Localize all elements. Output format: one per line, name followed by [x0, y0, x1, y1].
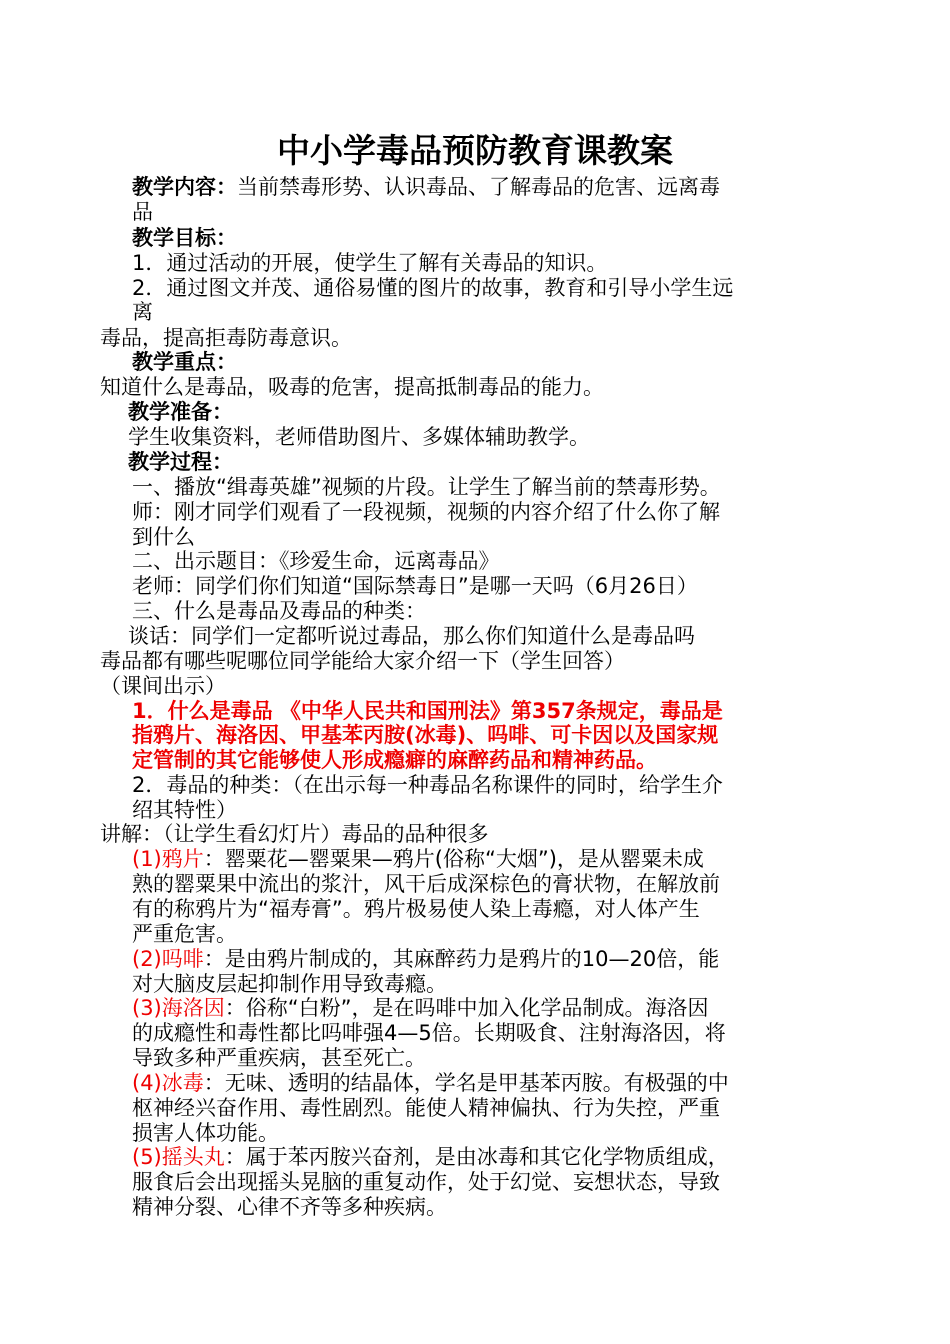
drug-name: (3)海洛因 [132, 996, 225, 1020]
drug-desc-line: 严重危害。 [132, 922, 237, 946]
talk-text-cont: 毒品都有哪些呢哪位同学能给大家介绍一下（学生回答） [100, 649, 625, 673]
drug-item-morphine [132, 947, 719, 971]
teacher-remark-2: 老师：同学们你们知道“国际禁毒日”是哪一天吗（6月26日） [132, 574, 698, 598]
objective-item-1: 1．通过活动的开展，使学生了解有关毒品的知识。 [132, 251, 608, 275]
drug-desc-line: 服食后会出现摇头晃脑的重复动作，处于幻觉、妄想状态，导致 [132, 1170, 720, 1194]
drug-desc-line: 有的称鸦片为“福寿膏”。鸦片极易使人染上毒瘾，对人体产生 [132, 897, 700, 921]
preparation-label: 教学准备： [128, 400, 233, 424]
drug-definition-cont: 指鸦片、海洛因、甲基苯丙胺(冰毒)、吗啡、可卡因以及国家规 [132, 723, 719, 747]
objective-item-2: 2．通过图文并茂、通俗易懂的图片的故事，教育和引导小学生远 [132, 276, 734, 300]
content-label: 教学内容： [132, 175, 237, 199]
preparation-text: 学生收集资料，老师借助图片、多媒体辅助教学。 [128, 425, 590, 449]
drug-desc-line: 的成瘾性和毒性都比吗啡强4—5倍。长期吸食、注射海洛因，将 [132, 1021, 726, 1045]
drug-item-opium [132, 847, 704, 871]
drug-desc-line: 对大脑皮层起抑制作用导致毒瘾。 [132, 972, 447, 996]
key-points-text: 知道什么是毒品，吸毒的危害，提高抵制毒品的能力。 [100, 375, 604, 399]
drug-name: (5)摇头丸 [132, 1145, 225, 1169]
objective-item-2-cont: 离 [132, 300, 153, 324]
content-text-cont: 品 [132, 200, 153, 224]
drug-name: (2)吗啡 [132, 947, 204, 971]
drug-item-heroin [132, 996, 709, 1020]
drug-desc: ：罂粟花—罂粟果—鸦片(俗称“大烟”)，是从罂粟未成 [203, 847, 704, 871]
drug-desc-line: 熟的罂粟果中流出的浆汁，风干后成深棕色的膏状物，在解放前 [132, 872, 720, 896]
drug-desc: ：是由鸦片制成的，其麻醉药力是鸦片的10—20倍，能 [203, 947, 720, 971]
drug-desc-line: 导致多种严重疾病，甚至死亡。 [132, 1046, 426, 1070]
drug-item-meth [132, 1071, 729, 1095]
drug-desc: ：无味、透明的结晶体，学名是甲基苯丙胺。有极强的中 [203, 1071, 729, 1095]
drug-name: (4)冰毒 [132, 1071, 204, 1095]
content-text: 当前禁毒形势、认识毒品、了解毒品的危害、远离毒 [237, 175, 720, 199]
drug-desc: ：俗称“白粉”，是在吗啡中加入化学品制成。海洛因 [224, 996, 709, 1020]
drug-name: (1)鸦片 [132, 847, 204, 871]
teacher-remark-1-cont: 到什么 [132, 525, 195, 549]
drug-desc-line: 枢神经兴奋作用、毒性剧烈。能使人精神偏执、行为失控，严重 [132, 1096, 720, 1120]
explain-text: 讲解：（让学生看幻灯片）毒品的品种很多 [100, 822, 489, 846]
drug-types-intro: 2．毒品的种类：（在出示每一种毒品名称课件的同时，给学生介 [132, 773, 723, 797]
objective-item-2-cont2: 毒品，提高拒毒防毒意识。 [100, 326, 352, 350]
drug-desc: ：属于苯丙胺兴奋剂，是由冰毒和其它化学物质组成， [224, 1145, 729, 1169]
page-title: 中小学毒品预防教育课教案 [277, 131, 673, 170]
drug-definition-cont2: 定管制的其它能够使人形成瘾癖的麻醉药品和精神药品。 [132, 748, 657, 772]
drug-desc-line: 精神分裂、心律不齐等多种疾病。 [132, 1195, 447, 1219]
objectives-label: 教学目标： [132, 226, 237, 250]
teacher-remark-1: 师：刚才同学们观看了一段视频，视频的内容介绍了什么你了解 [132, 500, 720, 524]
process-step-2: 二、出示题目：《珍爱生命，远离毒品》 [132, 549, 500, 573]
process-step-1: 一、播放“缉毒英雄”视频的片段。让学生了解当前的禁毒形势。 [132, 475, 721, 499]
drug-desc-line: 损害人体功能。 [132, 1121, 279, 1145]
show-note: （课间出示） [100, 674, 226, 698]
key-points-label: 教学重点： [132, 350, 237, 374]
drug-definition: 1．什么是毒品 《中华人民共和国刑法》第357条规定，毒品是 [132, 699, 723, 723]
process-label: 教学过程： [128, 450, 233, 474]
drug-item-ecstasy [132, 1145, 729, 1169]
content-line [132, 175, 720, 199]
drug-types-intro-cont: 绍其特性） [132, 798, 237, 822]
process-step-3: 三、什么是毒品及毒品的种类： [132, 599, 426, 623]
talk-text: 谈话：同学们一定都听说过毒品，那么你们知道什么是毒品吗 [128, 624, 695, 648]
